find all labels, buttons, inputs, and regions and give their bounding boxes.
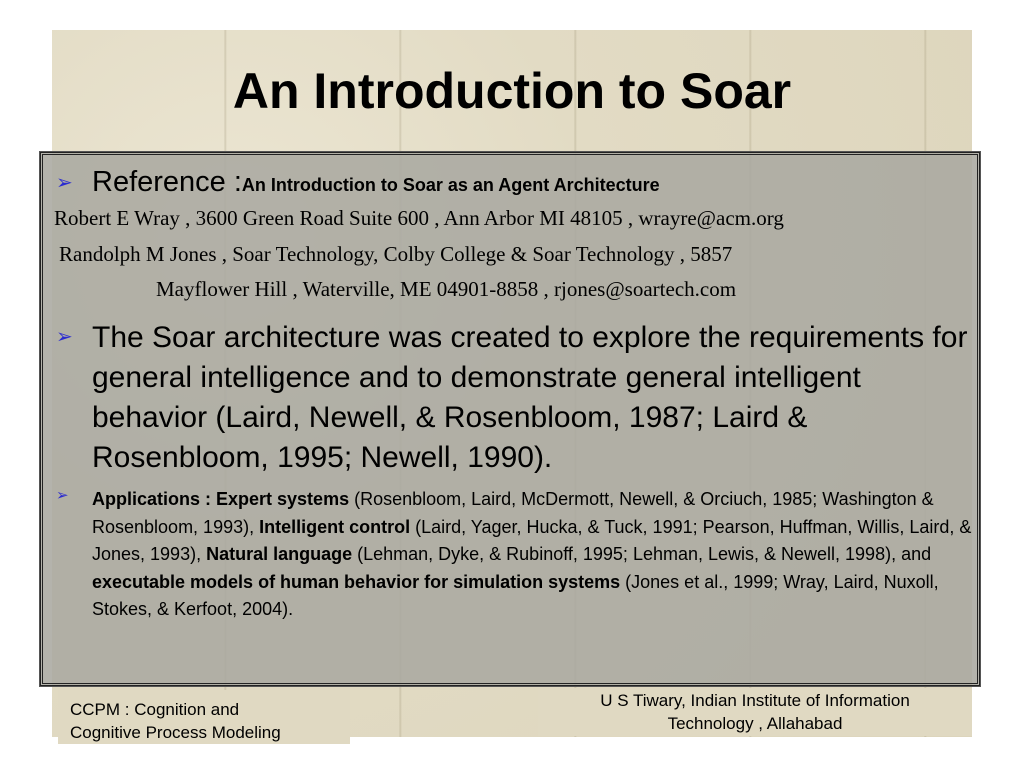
footer-right-line2: Technology , Allahabad	[667, 714, 843, 733]
footer-left-line1: CCPM : Cognition and	[70, 700, 240, 719]
footer-right	[538, 688, 972, 736]
arrow-bullet-icon: ➢	[56, 326, 73, 348]
executable-models-label: executable models of human behavior for simulation systems	[92, 571, 621, 592]
footer-left	[58, 690, 350, 744]
reference-title: An Introduction to Soar as an Agent Architecture	[241, 175, 660, 195]
reference-author1: Robert E Wray , 3600 Green Road Suite 600 , Ann Arbor MI 48105 , wrayre@acm.org	[54, 206, 784, 230]
reference-label: Reference :	[92, 166, 242, 198]
arrow-bullet-icon: ➢	[56, 487, 69, 504]
main-point-text: The Soar architecture was created to explore the requirements for general intelligence and to demonstrate general intelligent behavior (Laird, Newell, & Rosenbloom, 1987; Laird & Rosenbloom, 1995; Newell, 1990).	[92, 321, 968, 474]
applications-refs-1: (Rosenbloom, Laird, McDermott, Newell, & Orciuch, 1985; Washington & Rosenbloom, 1993),	[92, 489, 934, 537]
natural-language-label: Natural language	[206, 544, 353, 564]
applications-label: Applications : Expert systems	[92, 489, 350, 509]
reference-author2-line1: Randolph M Jones , Soar Technology, Colby College & Soar Technology , 5857	[59, 242, 733, 266]
footer-left-line2: Cognitive Process Modeling	[70, 723, 281, 742]
applications-text	[92, 486, 972, 624]
applications-refs-4: (Jones et al., 1999; Wray, Laird, Nuxoll, Stokes, & Kerfoot, 2004).	[92, 571, 939, 619]
intelligent-control-label: Intelligent control	[259, 516, 411, 537]
footer-right-line1: U S Tiwary, Indian Institute of Information	[600, 691, 910, 710]
reference-author2-line2: Mayflower Hill , Waterville, ME 04901-8858 , rjones@soartech.com	[156, 277, 737, 301]
reference-line	[92, 166, 660, 199]
applications-refs-3: (Lehman, Dyke, & Rubinoff, 1995; Lehman, Lewis, & Newell, 1998), and	[352, 544, 932, 564]
slide-title: An Introduction to Soar	[232, 63, 792, 119]
arrow-bullet-icon: ➢	[56, 172, 73, 194]
applications-refs-2: (Laird, Yager, Hucka, & Tuck, 1991; Pearson, Huffman, Willis, Laird, & Jones, 1993),	[92, 516, 972, 564]
